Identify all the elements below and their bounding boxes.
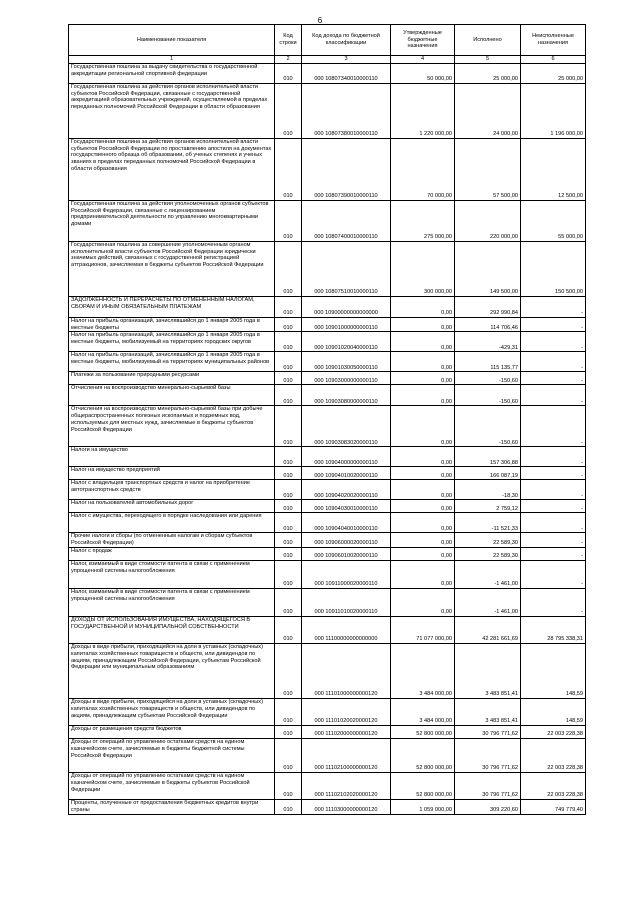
approved-amount: 0,00 xyxy=(391,317,455,332)
line-code: 010 xyxy=(275,725,302,738)
indicator-name: Налог, взимаемый в виде стоимости патента в связи с применением упрощенной системы налогообложения xyxy=(69,588,275,616)
line-code: 010 xyxy=(275,500,302,513)
column-header-approved: Утвержденные бюджетные назначения xyxy=(391,25,455,56)
table-row xyxy=(69,83,586,138)
unexecuted-amount: - xyxy=(521,533,586,548)
indicator-name: Государственная пошлина за действия органов исполнительной власти субъектов Российской Федерации по проставлению апостиля на документах государственного образца об образовании, об ученых степенях и ученых званиях в пределах переданных полномочий Российской Федерации в области образования xyxy=(69,138,275,200)
income-code: 000 11103000000000120 xyxy=(302,799,391,814)
approved-amount: 0,00 xyxy=(391,547,455,560)
table-row xyxy=(69,500,586,513)
income-code: 000 10911010020000110 xyxy=(302,588,391,616)
executed-amount: -150,60 xyxy=(455,385,521,406)
income-code: 000 10904010020000110 xyxy=(302,467,391,480)
line-code: 010 xyxy=(275,560,302,588)
income-code: 000 10911000020000110 xyxy=(302,560,391,588)
indicator-name: Отчисления на воспроизводство минерально-сырьевой базы xyxy=(69,385,275,406)
approved-amount: 0,00 xyxy=(391,500,455,513)
executed-amount: -150,60 xyxy=(455,372,521,385)
unexecuted-amount: 148,59 xyxy=(521,643,586,698)
executed-amount: 3 483 851,41 xyxy=(455,698,521,725)
column-header-name: Наименование показателя xyxy=(69,25,275,56)
income-code: 000 10807390010000110 xyxy=(302,138,391,200)
income-code: 000 10904040010000110 xyxy=(302,513,391,533)
column-number: 6 xyxy=(521,56,586,64)
income-code: 000 10903080000000110 xyxy=(302,385,391,406)
executed-amount: 220 000,00 xyxy=(455,200,521,241)
approved-amount: 52 800 000,00 xyxy=(391,725,455,738)
unexecuted-amount: - xyxy=(521,352,586,372)
table-row xyxy=(69,799,586,814)
column-number: 3 xyxy=(302,56,391,64)
indicator-name: Отчисления на воспроизводство минерально-сырьевой базы при добыче общераспространенных полезных ископаемых и подземных вод, используемых для местных нужд, зачисляемые в бюджеты субъектов Российской Федерации xyxy=(69,406,275,447)
line-code: 010 xyxy=(275,513,302,533)
approved-amount: 0,00 xyxy=(391,533,455,548)
table-row xyxy=(69,616,586,643)
table-row xyxy=(69,200,586,241)
indicator-name: Государственная пошлина за выдачу свидетельства о государственной аккредитации региональной спортивной федерации xyxy=(69,63,275,83)
approved-amount: 1 220 000,00 xyxy=(391,83,455,138)
line-code: 010 xyxy=(275,63,302,83)
income-code: 000 10903083020000110 xyxy=(302,406,391,447)
unexecuted-amount: - xyxy=(521,588,586,616)
line-code: 010 xyxy=(275,200,302,241)
executed-amount: 30 796 771,62 xyxy=(455,738,521,772)
executed-amount: -150,60 xyxy=(455,406,521,447)
line-code: 010 xyxy=(275,372,302,385)
executed-amount: 42 281 661,69 xyxy=(455,616,521,643)
line-code: 010 xyxy=(275,332,302,352)
table-row xyxy=(69,698,586,725)
column-number-row xyxy=(69,56,586,64)
income-code: 000 10904020020000110 xyxy=(302,480,391,500)
indicator-name: Налоги на имущество xyxy=(69,447,275,467)
approved-amount: 300 000,00 xyxy=(391,241,455,296)
line-code: 010 xyxy=(275,83,302,138)
executed-amount: 22 589,30 xyxy=(455,547,521,560)
executed-amount: 22 589,30 xyxy=(455,533,521,548)
unexecuted-amount: - xyxy=(521,480,586,500)
line-code: 010 xyxy=(275,799,302,814)
indicator-name: Налог с владельцев транспортных средств и налог на приобретение автотранспортных средств xyxy=(69,480,275,500)
line-code: 010 xyxy=(275,616,302,643)
table-row xyxy=(69,241,586,296)
approved-amount: 0,00 xyxy=(391,372,455,385)
indicator-name: Прочие налоги и сборы (по отмененным налогам и сборам субъектов Российской Федерации) xyxy=(69,533,275,548)
table-row xyxy=(69,480,586,500)
executed-amount: -1 461,00 xyxy=(455,588,521,616)
page-number: 6 xyxy=(317,16,323,25)
table-row xyxy=(69,385,586,406)
approved-amount: 0,00 xyxy=(391,385,455,406)
executed-amount: -11 521,33 xyxy=(455,513,521,533)
table-row xyxy=(69,406,586,447)
line-code: 010 xyxy=(275,772,302,799)
executed-amount: 24 000,00 xyxy=(455,83,521,138)
indicator-name: Налог на прибыль организаций, зачислявшийся до 1 января 2005 года в местные бюджеты xyxy=(69,317,275,332)
income-code: 000 10807400010000110 xyxy=(302,200,391,241)
line-code: 010 xyxy=(275,738,302,772)
budget-execution-table xyxy=(68,24,586,815)
line-code: 010 xyxy=(275,533,302,548)
indicator-name: Налог на прибыль организаций, зачислявшийся до 1 января 2005 года в местные бюджеты, мобилизуемый на территориях муниципальных районов xyxy=(69,352,275,372)
column-header-unexecuted: Неисполненные назначения xyxy=(521,25,586,56)
indicator-name: Проценты, полученные от предоставления бюджетных кредитов внутри страны xyxy=(69,799,275,814)
unexecuted-amount: 28 795 338,31 xyxy=(521,616,586,643)
unexecuted-amount: 1 196 000,00 xyxy=(521,83,586,138)
approved-amount: 3 484 000,00 xyxy=(391,643,455,698)
approved-amount: 0,00 xyxy=(391,447,455,467)
unexecuted-amount: - xyxy=(521,332,586,352)
income-code: 000 10807380010000110 xyxy=(302,83,391,138)
column-header-line-code: Код строки xyxy=(275,25,302,56)
indicator-name: Платежи за пользование природными ресурсами xyxy=(69,372,275,385)
table-row xyxy=(69,372,586,385)
table-row xyxy=(69,352,586,372)
table-row xyxy=(69,643,586,698)
approved-amount: 275 000,00 xyxy=(391,200,455,241)
income-code: 000 10901020040000110 xyxy=(302,332,391,352)
unexecuted-amount: - xyxy=(521,317,586,332)
column-header-income-code: Код дохода по бюджетной классификации xyxy=(302,25,391,56)
executed-amount: 114 706,46 xyxy=(455,317,521,332)
indicator-name: Налог с имущества, переходящего в порядке наследования или дарения xyxy=(69,513,275,533)
table-row xyxy=(69,447,586,467)
income-code: 000 11101020020000120 xyxy=(302,698,391,725)
approved-amount: 0,00 xyxy=(391,332,455,352)
indicator-name: Государственная пошлина за совершение уполномоченным органом исполнительной власти субъектов Российской Федерации юридически значимых действий, связанных с государственной регистрацией аттракционов, зачисляемая в бюджеты субъектов Российской Федерации xyxy=(69,241,275,296)
unexecuted-amount: 150 500,00 xyxy=(521,241,586,296)
income-code: 000 10906010020000110 xyxy=(302,547,391,560)
indicator-name: Доходы от операций по управлению остатками средств на едином казначейском счете, зачисляемые в бюджеты субъектов Российской Федерации xyxy=(69,772,275,799)
line-code: 010 xyxy=(275,447,302,467)
indicator-name: ЗАДОЛЖЕННОСТЬ И ПЕРЕРАСЧЕТЫ ПО ОТМЕНЕННЫМ НАЛОГАМ, СБОРАМ И ИНЫМ ОБЯЗАТЕЛЬНЫМ ПЛАТЕЖАМ xyxy=(69,296,275,317)
table-row xyxy=(69,467,586,480)
table-row xyxy=(69,725,586,738)
table-row xyxy=(69,533,586,548)
approved-amount: 0,00 xyxy=(391,467,455,480)
line-code: 010 xyxy=(275,352,302,372)
line-code: 010 xyxy=(275,480,302,500)
approved-amount: 1 059 000,00 xyxy=(391,799,455,814)
executed-amount: 292 990,84 xyxy=(455,296,521,317)
line-code: 010 xyxy=(275,406,302,447)
unexecuted-amount: - xyxy=(521,406,586,447)
unexecuted-amount: 22 003 228,38 xyxy=(521,772,586,799)
executed-amount: 57 500,00 xyxy=(455,138,521,200)
table-row xyxy=(69,772,586,799)
executed-amount: 30 796 771,62 xyxy=(455,725,521,738)
indicator-name: Налог на имущество предприятий xyxy=(69,467,275,480)
line-code: 010 xyxy=(275,241,302,296)
table-row xyxy=(69,63,586,83)
column-number: 4 xyxy=(391,56,455,64)
unexecuted-amount: - xyxy=(521,513,586,533)
table-row xyxy=(69,332,586,352)
unexecuted-amount: - xyxy=(521,447,586,467)
line-code: 010 xyxy=(275,467,302,480)
unexecuted-amount: 12 500,00 xyxy=(521,138,586,200)
unexecuted-amount: - xyxy=(521,547,586,560)
approved-amount: 0,00 xyxy=(391,296,455,317)
table-row xyxy=(69,588,586,616)
approved-amount: 0,00 xyxy=(391,588,455,616)
indicator-name: Государственная пошлина за действия уполномоченных органов субъектов Российской Федерации, связанные с лицензированием предпринимательской деятельности по управлению многоквартирными домами xyxy=(69,200,275,241)
indicator-name: Налог с продаж xyxy=(69,547,275,560)
executed-amount: 2 759,12 xyxy=(455,500,521,513)
approved-amount: 0,00 xyxy=(391,352,455,372)
column-number: 5 xyxy=(455,56,521,64)
table-row xyxy=(69,317,586,332)
executed-amount: 166 087,19 xyxy=(455,467,521,480)
executed-amount: 149 500,00 xyxy=(455,241,521,296)
indicator-name: Налог на прибыль организаций, зачислявшийся до 1 января 2005 года в местные бюджеты, мобилизуемый на территориях городских округов xyxy=(69,332,275,352)
income-code: 000 11102000000000120 xyxy=(302,725,391,738)
income-code: 000 11102102020000120 xyxy=(302,772,391,799)
unexecuted-amount: - xyxy=(521,385,586,406)
unexecuted-amount: - xyxy=(521,500,586,513)
income-code: 000 11102100000000120 xyxy=(302,738,391,772)
line-code: 010 xyxy=(275,296,302,317)
income-code: 000 10901000000000110 xyxy=(302,317,391,332)
unexecuted-amount: - xyxy=(521,296,586,317)
income-code: 000 10807340010000110 xyxy=(302,63,391,83)
indicator-name: Доходы от размещения средств бюджетов xyxy=(69,725,275,738)
approved-amount: 3 484 000,00 xyxy=(391,698,455,725)
income-code: 000 10807510010000110 xyxy=(302,241,391,296)
unexecuted-amount: 22 003 228,38 xyxy=(521,725,586,738)
executed-amount: 3 483 851,41 xyxy=(455,643,521,698)
income-code: 000 11100000000000000 xyxy=(302,616,391,643)
approved-amount: 52 800 000,00 xyxy=(391,772,455,799)
approved-amount: 0,00 xyxy=(391,560,455,588)
column-number: 2 xyxy=(275,56,302,64)
approved-amount: 70 000,00 xyxy=(391,138,455,200)
executed-amount: 309 220,60 xyxy=(455,799,521,814)
table-header-row xyxy=(69,25,586,56)
line-code: 010 xyxy=(275,385,302,406)
unexecuted-amount: 749 779,40 xyxy=(521,799,586,814)
approved-amount: 0,00 xyxy=(391,406,455,447)
table-row xyxy=(69,513,586,533)
table-row xyxy=(69,138,586,200)
indicator-name: Доходы от операций по управлению остатками средств на едином казначейском счете, зачисляемые в бюджеты бюджетной системы Российской Федерации xyxy=(69,738,275,772)
approved-amount: 50 000,00 xyxy=(391,63,455,83)
income-code: 000 10906000020000110 xyxy=(302,533,391,548)
indicator-name: Доходы в виде прибыли, приходящейся на доли в уставных (складочных) капиталах хозяйственных товариществ и обществ, или дивидендов по акциям, принадлежащим субъектам Российской Федерации xyxy=(69,698,275,725)
line-code: 010 xyxy=(275,698,302,725)
line-code: 010 xyxy=(275,643,302,698)
table-row xyxy=(69,738,586,772)
executed-amount: 157 306,88 xyxy=(455,447,521,467)
indicator-name: Налог, взимаемый в виде стоимости патента в связи с применением упрощенной системы налогообложения xyxy=(69,560,275,588)
executed-amount: -18,30 xyxy=(455,480,521,500)
indicator-name: Налог на пользователей автомобильных дорог xyxy=(69,500,275,513)
approved-amount: 71 077 000,00 xyxy=(391,616,455,643)
approved-amount: 52 800 000,00 xyxy=(391,738,455,772)
line-code: 010 xyxy=(275,317,302,332)
line-code: 010 xyxy=(275,138,302,200)
indicator-name: Государственная пошлина за действия органов исполнительной власти субъектов Российской Федерации, связанные с государственной аккредитацией образовательных учреждений, осуществляемой в пределах переданных полномочий Российской Федерации в области образования xyxy=(69,83,275,138)
approved-amount: 0,00 xyxy=(391,513,455,533)
unexecuted-amount: 148,59 xyxy=(521,698,586,725)
table-body xyxy=(69,63,586,814)
executed-amount: 115 135,77 xyxy=(455,352,521,372)
income-code: 000 10900000000000000 xyxy=(302,296,391,317)
income-code: 000 10903000000000110 xyxy=(302,372,391,385)
approved-amount: 0,00 xyxy=(391,480,455,500)
income-code: 000 10904000000000110 xyxy=(302,447,391,467)
line-code: 010 xyxy=(275,547,302,560)
income-code: 000 10901030050000110 xyxy=(302,352,391,372)
executed-amount: -429,31 xyxy=(455,332,521,352)
income-code: 000 11101000000000120 xyxy=(302,643,391,698)
executed-amount: 30 796 771,62 xyxy=(455,772,521,799)
column-number: 1 xyxy=(69,56,275,64)
unexecuted-amount: 55 000,00 xyxy=(521,200,586,241)
column-header-executed: Исполнено xyxy=(455,25,521,56)
table-row xyxy=(69,547,586,560)
executed-amount: 25 000,00 xyxy=(455,63,521,83)
unexecuted-amount: - xyxy=(521,467,586,480)
line-code: 010 xyxy=(275,588,302,616)
table-row xyxy=(69,296,586,317)
income-code: 000 10904030010000110 xyxy=(302,500,391,513)
unexecuted-amount: 25 000,00 xyxy=(521,63,586,83)
executed-amount: -1 461,00 xyxy=(455,560,521,588)
indicator-name: Доходы в виде прибыли, приходящейся на доли в уставных (складочных) капиталах хозяйственных товариществ и обществ, или дивидендов по акциям, принадлежащим Российской Федерации, субъектам Российской Федерации или муниципальным образованиям xyxy=(69,643,275,698)
table-row xyxy=(69,560,586,588)
indicator-name: ДОХОДЫ ОТ ИСПОЛЬЗОВАНИЯ ИМУЩЕСТВА, НАХОДЯЩЕГОСЯ В ГОСУДАРСТВЕННОЙ И МУНИЦИПАЛЬНОЙ СОБСТВЕННОСТИ xyxy=(69,616,275,643)
unexecuted-amount: 22 003 228,38 xyxy=(521,738,586,772)
unexecuted-amount: - xyxy=(521,372,586,385)
unexecuted-amount: - xyxy=(521,560,586,588)
